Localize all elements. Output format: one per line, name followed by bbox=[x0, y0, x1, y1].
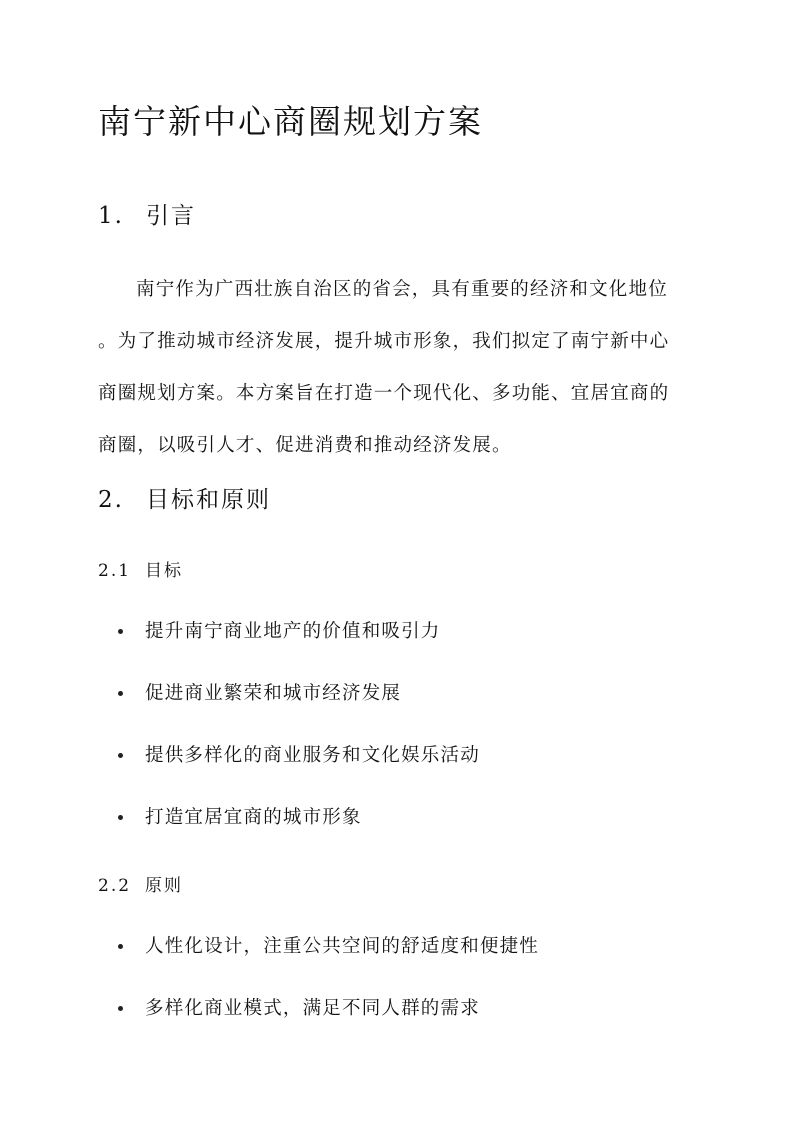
subsection-title: 原则 bbox=[145, 876, 184, 896]
bullet-dot-icon bbox=[118, 629, 123, 634]
subsection-heading-principles bbox=[98, 871, 183, 896]
document-title: 南宁新中心商圈规划方案 bbox=[98, 102, 483, 141]
section-number: 1. bbox=[98, 203, 124, 229]
section-heading-intro bbox=[98, 197, 196, 230]
section-heading-goals-principles bbox=[98, 481, 271, 514]
intro-paragraph bbox=[98, 264, 698, 472]
bullet-dot-icon bbox=[118, 815, 123, 820]
list-item-text: 多样化商业模式，满足不同人群的需求 bbox=[145, 998, 480, 1019]
subsection-heading-goals bbox=[98, 556, 183, 581]
subsection-number: 2.1 bbox=[98, 561, 132, 581]
section-title: 引言 bbox=[145, 203, 196, 229]
bullet-dot-icon bbox=[118, 1006, 123, 1011]
bullet-dot-icon bbox=[118, 691, 123, 696]
subsection-number: 2.2 bbox=[98, 876, 132, 896]
subsection-title: 目标 bbox=[145, 561, 184, 581]
list-item-text: 促进商业繁荣和城市经济发展 bbox=[145, 683, 402, 704]
bullet-dot-icon bbox=[118, 944, 123, 949]
list-item-text: 人性化设计，注重公共空间的舒适度和便捷性 bbox=[145, 936, 540, 957]
paragraph-line: 商圈，以吸引人才、促进消费和推动经济发展。 bbox=[98, 435, 512, 456]
list-item-text: 提升南宁商业地产的价值和吸引力 bbox=[145, 621, 441, 642]
list-item-text: 打造宜居宜商的城市形象 bbox=[145, 807, 362, 828]
paragraph-line: 。为了推动城市经济发展，提升城市形象，我们拟定了南宁新中心 bbox=[98, 331, 670, 352]
list-item-text: 提供多样化的商业服务和文化娱乐活动 bbox=[145, 745, 480, 766]
section-number: 2. bbox=[98, 487, 124, 513]
paragraph-line: 南宁作为广西壮族自治区的省会，具有重要的经济和文化地位 bbox=[136, 279, 668, 300]
section-title: 目标和原则 bbox=[145, 487, 271, 513]
paragraph-line: 商圈规划方案。本方案旨在打造一个现代化、多功能、宜居宜商的 bbox=[98, 383, 670, 404]
bullet-dot-icon bbox=[118, 753, 123, 758]
